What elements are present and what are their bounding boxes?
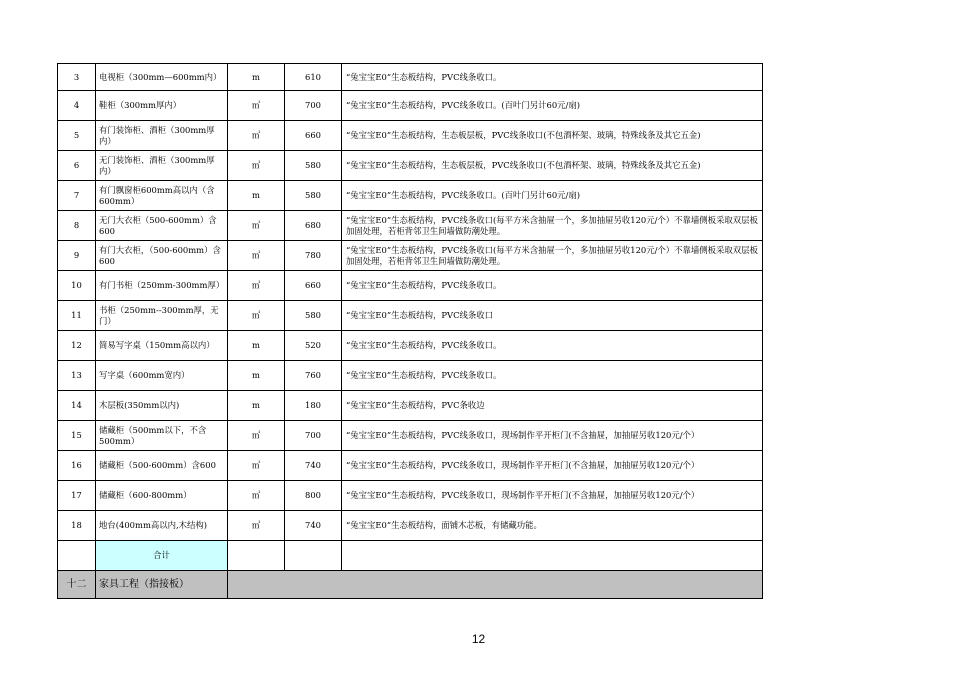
unit-price-cell: 660 [285, 271, 342, 301]
unit-cell: m [228, 361, 285, 391]
unit-price-cell: 800 [285, 481, 342, 511]
row-number-cell: 9 [58, 241, 96, 271]
unit-price-cell: 740 [285, 451, 342, 481]
row-number-cell: 10 [58, 271, 96, 301]
row-number-cell: 13 [58, 361, 96, 391]
row-number-cell: 11 [58, 301, 96, 331]
unit-price-cell: 580 [285, 301, 342, 331]
unit-cell: ㎡ [228, 481, 285, 511]
description-cell: “兔宝宝E0”生态板结构，PVC线条收口。(百叶门另计60元/扇) [342, 181, 763, 211]
unit-cell: ㎡ [228, 271, 285, 301]
unit-cell: ㎡ [228, 241, 285, 271]
row-number-cell: 8 [58, 211, 96, 241]
row-number-cell: 4 [58, 91, 96, 121]
unit-cell: m [228, 64, 285, 91]
unit-price-cell: 700 [285, 91, 342, 121]
unit-price-cell: 610 [285, 64, 342, 91]
row-number-cell: 15 [58, 421, 96, 451]
description-cell: “兔宝宝E0”生态板结构，PVC线条收口(每平方米含抽屉一个，多加抽屉另收120元/个）不靠墙侧板采取双层板加固处理，若柜背邻卫生间墙做防潮处理。 [342, 241, 763, 271]
row-number-cell: 3 [58, 64, 96, 91]
unit-cell: ㎡ [228, 121, 285, 151]
page-number: 12 [471, 632, 486, 646]
unit-price-cell: 700 [285, 421, 342, 451]
description-cell: “兔宝宝E0”生态板结构，PVC线条收口。 [342, 331, 763, 361]
total-row [58, 541, 763, 571]
unit-price-cell: 660 [285, 121, 342, 151]
item-name-cell: 简易写字桌（150mm高以内） [96, 331, 228, 361]
table-row [58, 241, 763, 271]
unit-price-cell: 580 [285, 151, 342, 181]
item-name-cell: 地台(400mm高以内,木结构) [96, 511, 228, 541]
item-name-cell: 书柜（250mm--300mm厚，无门） [96, 301, 228, 331]
unit-price-cell: 680 [285, 211, 342, 241]
quote-sheet [57, 63, 762, 599]
item-name-cell: 电视柜（300mm—600mm内） [96, 64, 228, 91]
section-header-row [58, 571, 763, 599]
table-row [58, 271, 763, 301]
unit-price-cell: 760 [285, 361, 342, 391]
table-row [58, 91, 763, 121]
table-row [58, 481, 763, 511]
description-cell: “兔宝宝E0”生态板结构，PVC线条收口(每平方米含抽屉一个，多加抽屉另收120元/个）不靠墙侧板采取双层板加固处理，若柜背邻卫生间墙做防潮处理。 [342, 211, 763, 241]
table-row [58, 181, 763, 211]
unit-cell: ㎡ [228, 151, 285, 181]
row-number-cell: 5 [58, 121, 96, 151]
description-cell: “兔宝宝E0”生态板结构，PVC条收边 [342, 391, 763, 421]
unit-price-cell: 520 [285, 331, 342, 361]
row-number-cell: 6 [58, 151, 96, 181]
unit-cell: ㎡ [228, 211, 285, 241]
row-number-cell: 16 [58, 451, 96, 481]
table-row [58, 64, 763, 91]
description-cell: “兔宝宝E0”生态板结构，面铺木芯板，有储藏功能。 [342, 511, 763, 541]
item-name-cell: 鞋柜（300mm厚内） [96, 91, 228, 121]
item-name-cell: 有门装饰柜、酒柜（300mm厚内） [96, 121, 228, 151]
total-desc-cell [342, 541, 763, 571]
table-row [58, 301, 763, 331]
row-number-cell: 12 [58, 331, 96, 361]
table-row [58, 421, 763, 451]
section-number: 十二 [58, 571, 96, 599]
table-row [58, 121, 763, 151]
item-name-cell: 有门飘窗柜600mm高以内（含600mm） [96, 181, 228, 211]
description-cell: “兔宝宝E0”生态板结构，PVC线条收口。 [342, 64, 763, 91]
table-row [58, 331, 763, 361]
row-number-cell: 7 [58, 181, 96, 211]
table-row [58, 511, 763, 541]
unit-cell: ㎡ [228, 91, 285, 121]
unit-price-cell: 580 [285, 181, 342, 211]
table-row [58, 391, 763, 421]
item-name-cell: 无门装饰柜、酒柜（300mm厚内） [96, 151, 228, 181]
description-cell: “兔宝宝E0”生态板结构，生态板层板，PVC线条收口(不包酒杯架、玻璃，特殊线条及其它五金) [342, 121, 763, 151]
unit-cell: ㎡ [228, 511, 285, 541]
row-number-cell: 18 [58, 511, 96, 541]
unit-price-cell: 740 [285, 511, 342, 541]
unit-cell: m [228, 391, 285, 421]
table-row [58, 361, 763, 391]
item-name-cell: 有门大衣柜，（500-600mm）含600 [96, 241, 228, 271]
section-title: 家具工程（指接板） [96, 571, 228, 599]
row-number-cell: 17 [58, 481, 96, 511]
unit-cell: ㎡ [228, 301, 285, 331]
item-name-cell: 无门大衣柜（500-600mm）含600 [96, 211, 228, 241]
total-no-cell [58, 541, 96, 571]
description-cell: “兔宝宝E0”生态板结构，生态板层板，PVC线条收口(不包酒杯架、玻璃，特殊线条及其它五金) [342, 151, 763, 181]
description-cell: “兔宝宝E0”生态板结构，PVC线条收口，现场制作平开柜门(不含抽屉，加抽屉另收120元/个） [342, 421, 763, 451]
price-table-body [58, 64, 763, 599]
price-table [57, 63, 763, 599]
description-cell: “兔宝宝E0”生态板结构，PVC线条收口 [342, 301, 763, 331]
item-name-cell: 写字桌（600mm宽内） [96, 361, 228, 391]
description-cell: “兔宝宝E0”生态板结构，PVC线条收口。 [342, 361, 763, 391]
total-unit-cell [228, 541, 285, 571]
unit-cell: ㎡ [228, 451, 285, 481]
section-blank [228, 571, 763, 599]
description-cell: “兔宝宝E0”生态板结构，PVC线条收口。(百叶门另计60元/扇) [342, 91, 763, 121]
item-name-cell: 储藏柜（500-600mm）含600 [96, 451, 228, 481]
description-cell: “兔宝宝E0”生态板结构，PVC线条收口，现场制作平开柜门(不含抽屉，加抽屉另收120元/个） [342, 451, 763, 481]
table-row [58, 451, 763, 481]
total-label-cell: 合计 [96, 541, 228, 571]
unit-cell: m [228, 181, 285, 211]
item-name-cell: 储藏柜（600-800mm） [96, 481, 228, 511]
unit-price-cell: 780 [285, 241, 342, 271]
table-row [58, 151, 763, 181]
total-price-cell [285, 541, 342, 571]
row-number-cell: 14 [58, 391, 96, 421]
description-cell: “兔宝宝E0”生态板结构，PVC线条收口，现场制作平开柜门(不含抽屉，加抽屉另收120元/个） [342, 481, 763, 511]
item-name-cell: 有门书柜（250mm-300mm厚） [96, 271, 228, 301]
unit-cell: ㎡ [228, 421, 285, 451]
description-cell: “兔宝宝E0”生态板结构，PVC线条收口。 [342, 271, 763, 301]
unit-price-cell: 180 [285, 391, 342, 421]
unit-cell: m [228, 331, 285, 361]
item-name-cell: 储藏柜（500mm以下，不含500mm） [96, 421, 228, 451]
item-name-cell: 木层板(350mm以内) [96, 391, 228, 421]
table-row [58, 211, 763, 241]
